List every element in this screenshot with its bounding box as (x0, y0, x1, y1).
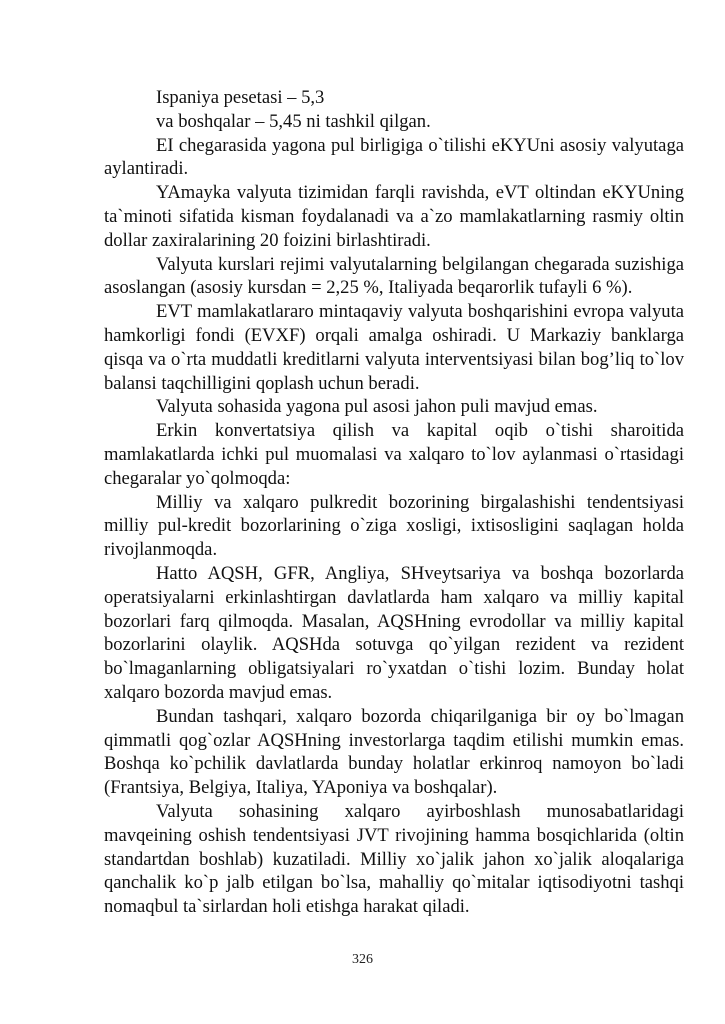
body-text (104, 86, 684, 919)
paragraph: Bundan tashqari, xalqaro bozorda chiqarilganiga bir oy bo`lmagan qimmatli qog`ozlar AQSHning investorlarga taqdim etilishi mumkin emas. Boshqa ko`pchilik davlatlarda bunday holatlar erkinroq namoyon bo`ladi (Frantsiya, Belgiya, Italiya, YAponiya va boshqalar). (104, 705, 684, 799)
paragraph: Hatto AQSH, GFR, Angliya, SHveytsariya va boshqa bozorlarda operatsiyalarni erkinlashtirgan davlatlarda ham xalqaro va milliy kapital bozorlari farq qilmoqda. Masalan, AQSHning evrodollar va milliy kapital bozorlarini olaylik. AQSHda sotuvga qo`yilgan rezident va rezident bo`lmaganlarning obligatsiyalari ro`yxatdan o`tishi lozim. Bunday holat xalqaro bozorda mavjud emas. (104, 562, 684, 703)
paragraph: Valyuta sohasining xalqaro ayirboshlash munosabatlaridagi mavqeining oshish tendentsiyasi JVT rivojining hamma bosqichlarida (oltin standartdan boshlab) kuzatiladi. Milliy xo`jalik jahon xo`jalik aloqalariga qanchalik ko`p jalb etilgan bo`lsa, mahalliy qo`mitalar iqtisodiyotni tashqi nomaqbul ta`sirlardan holi etishga harakat qiladi. (104, 800, 684, 918)
paragraph: YAmayka valyuta tizimidan farqli ravishda, eVT oltindan eKYUning ta`minoti sifatida kisman foydalanadi va a`zo mamlakatlarning rasmiy oltin dollar zaxiralarining 20 foizini birlashtiradi. (104, 182, 684, 251)
paragraph: EVT mamlakatlararo mintaqaviy valyuta boshqarishini evropa valyuta hamkorligi fondi (EVXF) orqali amalga oshiradi. U Markaziy banklarga qisqa va o`rta muddatli kreditlarni valyuta interventsiyasi bilan bog’liq to`lov balansi taqchilligini qoplash uchun beradi. (104, 301, 684, 394)
paragraph: EI chegarasida yagona pul birligiga o`tilishi eKYUni asosiy valyutaga aylantiradi. (104, 134, 684, 180)
paragraph: va boshqalar – 5,45 ni tashkil qilgan. (156, 110, 431, 132)
paragraph: Erkin konvertatsiya qilish va kapital oqib o`tishi sharoitida mamlakatlarda ichki pul muomalasi va xalqaro to`lov aylanmasi o`rtasidagi chegaralar yo`qolmoqda: (104, 420, 684, 489)
page-number: 326 (352, 952, 373, 967)
paragraph: Valyuta sohasida yagona pul asosi jahon puli mavjud emas. (156, 396, 598, 418)
paragraph: Milliy va xalqaro pulkredit bozorining birgalashishi tendentsiyasi milliy pul-kredit bozorlarining o`ziga xosligi, ixtisosligini saqlagan holda rivojlanmoqda. (104, 491, 684, 561)
paragraph: Valyuta kurslari rejimi valyutalarning belgilangan chegarada suzishiga asoslangan (asosiy kursdan = 2,25 %, Italiyada beqarorlik tufayli 6 %). (104, 253, 684, 299)
paragraph: Ispaniya pesetasi – 5,3 (156, 87, 325, 108)
